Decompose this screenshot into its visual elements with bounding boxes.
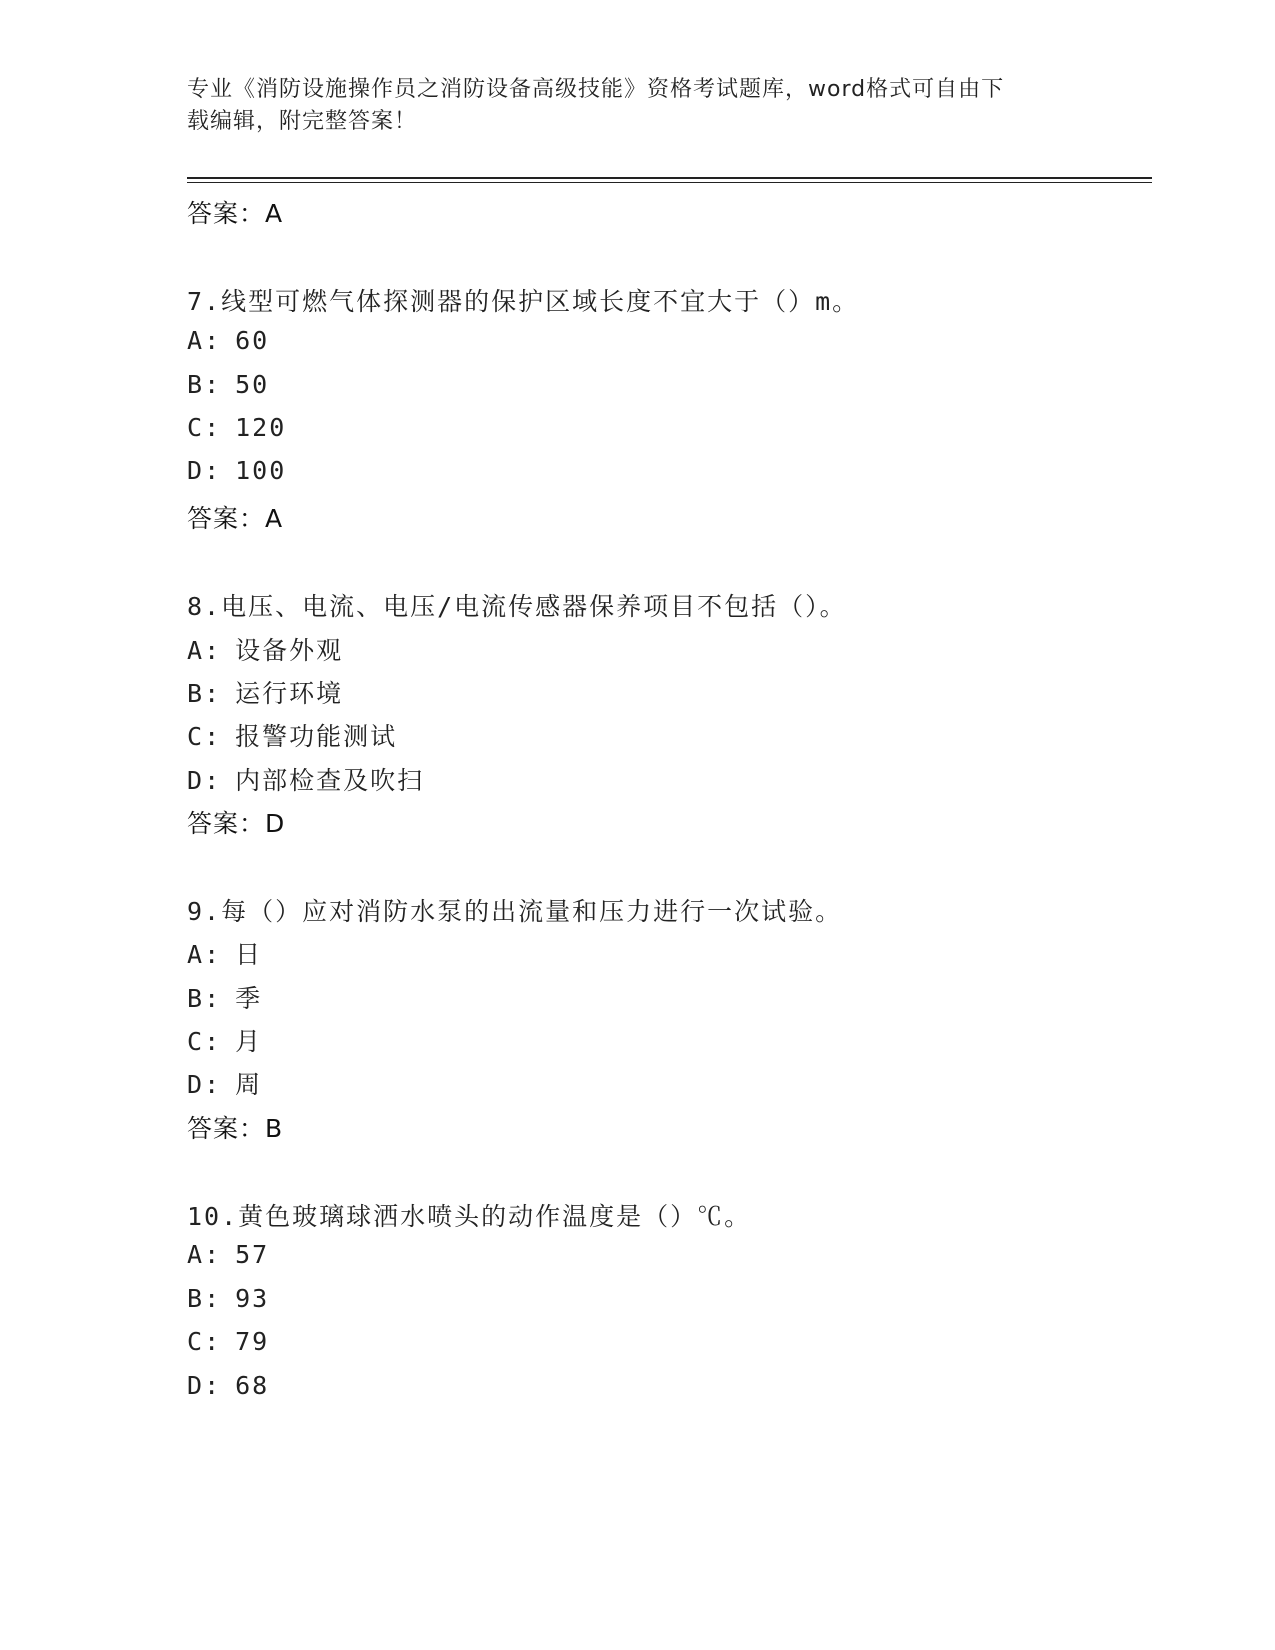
option-a bbox=[187, 326, 269, 355]
option-letter: C bbox=[187, 413, 205, 442]
option-separator: : bbox=[204, 1284, 222, 1313]
option-c bbox=[187, 1327, 269, 1356]
option-text: 周 bbox=[235, 1070, 263, 1099]
option-text: 60 bbox=[235, 326, 270, 355]
option-c bbox=[187, 1022, 262, 1058]
option-separator: : bbox=[204, 1027, 222, 1056]
header-line-1: 专业《消防设施操作员之消防设备高级技能》资格考试题库，word格式可自由下 bbox=[187, 77, 1005, 102]
question-stem: 10.黄色玻璃球洒水喷头的动作温度是（）℃。 bbox=[187, 1202, 752, 1231]
option-text: 内部检查及吹扫 bbox=[235, 766, 425, 795]
option-text: 50 bbox=[235, 370, 270, 399]
option-text: 100 bbox=[235, 456, 287, 485]
option-text: 57 bbox=[235, 1240, 270, 1269]
option-letter: C bbox=[187, 722, 205, 751]
option-letter: B bbox=[187, 370, 205, 399]
option-b bbox=[187, 1284, 269, 1313]
answer-q8: 答案：D bbox=[187, 809, 286, 838]
option-separator: : bbox=[204, 722, 222, 751]
answer-q9: 答案：B bbox=[187, 1114, 284, 1143]
option-letter: B bbox=[187, 679, 205, 708]
header-divider-thin bbox=[187, 182, 1152, 183]
option-d bbox=[187, 456, 286, 485]
question-stem: 7.线型可燃气体探测器的保护区域长度不宜大于（）m。 bbox=[187, 287, 860, 316]
answer-q6: 答案：A bbox=[187, 199, 284, 228]
option-d bbox=[187, 1371, 269, 1400]
document-header bbox=[187, 74, 1067, 138]
option-text: 93 bbox=[235, 1284, 270, 1313]
answer-q7: 答案：A bbox=[187, 504, 284, 533]
option-d bbox=[187, 1065, 262, 1101]
header-divider-thick bbox=[187, 177, 1152, 179]
option-letter: B bbox=[187, 1284, 205, 1313]
option-letter: B bbox=[187, 984, 205, 1013]
option-separator: : bbox=[204, 370, 222, 399]
option-letter: C bbox=[187, 1027, 205, 1056]
option-text: 设备外观 bbox=[235, 636, 344, 665]
option-letter: D bbox=[187, 1070, 205, 1099]
option-letter: D bbox=[187, 456, 205, 485]
option-letter: D bbox=[187, 1371, 205, 1400]
option-separator: : bbox=[204, 1327, 222, 1356]
option-separator: : bbox=[204, 984, 222, 1013]
option-b bbox=[187, 370, 269, 399]
option-text: 运行环境 bbox=[235, 679, 344, 708]
option-text: 120 bbox=[235, 413, 287, 442]
option-letter: A bbox=[187, 636, 205, 665]
option-text: 报警功能测试 bbox=[235, 722, 398, 751]
option-letter: A bbox=[187, 326, 205, 355]
option-a bbox=[187, 631, 343, 667]
option-b bbox=[187, 979, 262, 1015]
option-letter: D bbox=[187, 766, 205, 795]
option-letter: A bbox=[187, 940, 205, 969]
option-text: 日 bbox=[235, 940, 263, 969]
option-text: 68 bbox=[235, 1371, 270, 1400]
option-a bbox=[187, 1240, 269, 1269]
option-b bbox=[187, 674, 343, 710]
option-separator: : bbox=[204, 413, 222, 442]
option-separator: : bbox=[204, 456, 222, 485]
option-c bbox=[187, 413, 286, 442]
option-c bbox=[187, 717, 397, 753]
option-text: 月 bbox=[235, 1027, 263, 1056]
question-stem: 9.每（）应对消防水泵的出流量和压力进行一次试验。 bbox=[187, 897, 843, 926]
question-stem: 8.电压、电流、电压/电流传感器保养项目不包括（）。 bbox=[187, 592, 847, 621]
option-separator: : bbox=[204, 940, 222, 969]
option-d bbox=[187, 761, 424, 797]
option-separator: : bbox=[204, 1070, 222, 1099]
option-letter: C bbox=[187, 1327, 205, 1356]
option-separator: : bbox=[204, 636, 222, 665]
option-separator: : bbox=[204, 766, 222, 795]
option-separator: : bbox=[204, 326, 222, 355]
option-a bbox=[187, 935, 262, 971]
option-text: 79 bbox=[235, 1327, 270, 1356]
header-line-2: 载编辑，附完整答案！ bbox=[187, 109, 418, 134]
option-text: 季 bbox=[235, 984, 263, 1013]
option-separator: : bbox=[204, 679, 222, 708]
option-letter: A bbox=[187, 1240, 205, 1269]
option-separator: : bbox=[204, 1240, 222, 1269]
option-separator: : bbox=[204, 1371, 222, 1400]
